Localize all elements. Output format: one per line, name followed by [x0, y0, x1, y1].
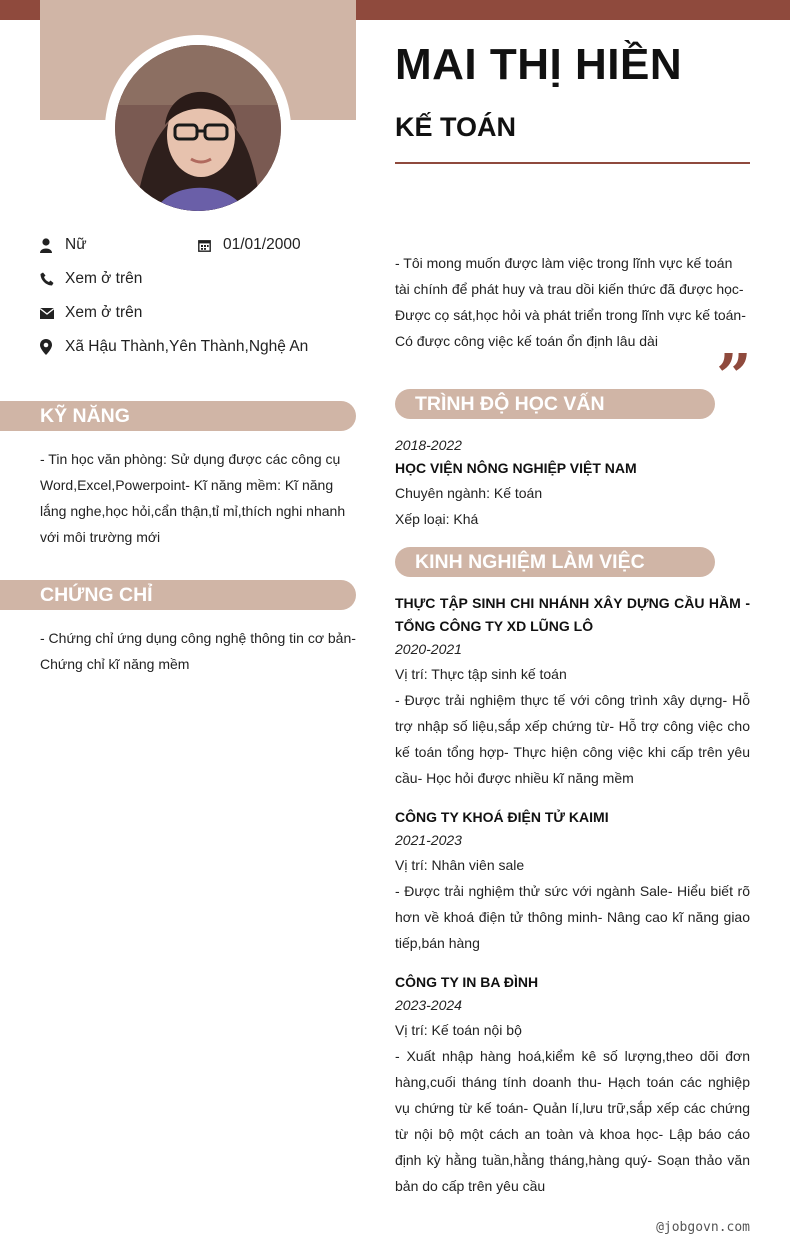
experience-period: 2020-2021: [395, 641, 462, 657]
certificates-text: - Chứng chỉ ứng dụng công nghệ thông tin cơ bản- Chứng chỉ kĩ năng mềm: [40, 630, 356, 672]
skills-text: - Tin học văn phòng: Sử dụng được các công cụ Word,Excel,Powerpoint- Kĩ năng mềm: Kĩ năng lắng nghe,học hỏi,cẩn thận,tỉ mỉ,thích nghi nhanh với môi trường mới: [40, 451, 346, 545]
experience-heading: KINH NGHIỆM LÀM VIỆC: [395, 547, 715, 577]
gender-value: Nữ: [65, 236, 87, 253]
experience-company: CÔNG TY KHOÁ ĐIỆN TỬ KAIMI: [395, 809, 609, 825]
experience-description: - Xuất nhập hàng hoá,kiểm kê số lượng,theo dõi đơn hàng,cuối tháng tính doanh thu- Hạch toán các nghiệp vụ chứng từ kế toán- Quản lí,lưu trữ,sắp xếp các chứng từ nội bộ một cách an toàn và khoa học- Lập báo cáo định kỳ hằng tuần,hằng tháng,hàng quý- Soạn thảo văn bản do cấp trên yêu cầu: [395, 1048, 750, 1194]
education-period: 2018-2022: [395, 437, 462, 453]
education-major: Chuyên ngành: Kế toán: [395, 485, 543, 501]
birthdate-row: [198, 236, 301, 254]
experience-description: - Được trải nghiệm thử sức với ngành Sale- Hiểu biết rõ hơn về khoá điện tử thông minh- Nâng cao kĩ năng giao tiếp,bán hàng: [395, 883, 750, 951]
calendar-icon: [198, 239, 223, 252]
experience-position: Vị trí: Kế toán nội bộ: [395, 1022, 522, 1038]
objective-text: - Tôi mong muốn được làm việc trong lĩnh vực kế toán tài chính để phát huy và trau dồi kiến thức đã được học- Được cọ sát,học hỏi và phát triển trong lĩnh vực kế toán- Có được công việc kế toán ổn định lâu dài: [395, 255, 746, 349]
address-row: [40, 338, 308, 356]
title-divider: [395, 162, 750, 164]
experience-position: Vị trí: Nhân viên sale: [395, 857, 525, 873]
experience-company: CÔNG TY IN BA ĐÌNH: [395, 974, 539, 990]
envelope-icon: [40, 308, 65, 319]
phone-row: [40, 270, 142, 288]
certificates-heading: CHỨNG CHỈ: [0, 580, 356, 610]
education-grade: Xếp loại: Khá: [395, 511, 479, 527]
job-title: KẾ TOÁN: [395, 112, 517, 142]
phone-value: Xem ở trên: [65, 270, 143, 287]
birthdate-value: 01/01/2000: [223, 236, 301, 253]
experience-period: 2023-2024: [395, 997, 462, 1013]
address-value: Xã Hậu Thành,Yên Thành,Nghệ An: [65, 338, 309, 355]
skills-heading: KỸ NĂNG: [0, 401, 356, 431]
experience-description: - Được trải nghiệm thực tế với công trình xây dựng- Hỗ trợ nhập số liệu,sắp xếp chứng từ- Hỗ trợ công việc cho kế toán tổng hợp- Thực hiện công việc khi cấp trên yêu cầu- Học hỏi được nhiều kĩ năng mềm: [395, 692, 750, 786]
email-row: [40, 304, 142, 322]
avatar: [115, 45, 281, 211]
experience-position: Vị trí: Thực tập sinh kế toán: [395, 666, 567, 682]
phone-icon: [40, 272, 65, 286]
education-school: HỌC VIỆN NÔNG NGHIỆP VIỆT NAM: [395, 460, 637, 476]
experience-company: THỰC TẬP SINH CHI NHÁNH XÂY DỰNG CẦU HẦM - TỔNG CÔNG TY XD LŨNG LÔ: [395, 595, 750, 634]
candidate-name: MAI THỊ HIỀN: [395, 40, 683, 89]
gender-row: [40, 236, 87, 254]
quote-icon: ”: [716, 340, 752, 413]
email-value: Xem ở trên: [65, 304, 143, 321]
map-pin-icon: [40, 339, 65, 355]
education-heading: TRÌNH ĐỘ HỌC VẤN: [395, 389, 715, 419]
user-icon: [40, 238, 65, 253]
experience-period: 2021-2023: [395, 832, 462, 848]
watermark: @jobgovn.com: [656, 1220, 750, 1235]
